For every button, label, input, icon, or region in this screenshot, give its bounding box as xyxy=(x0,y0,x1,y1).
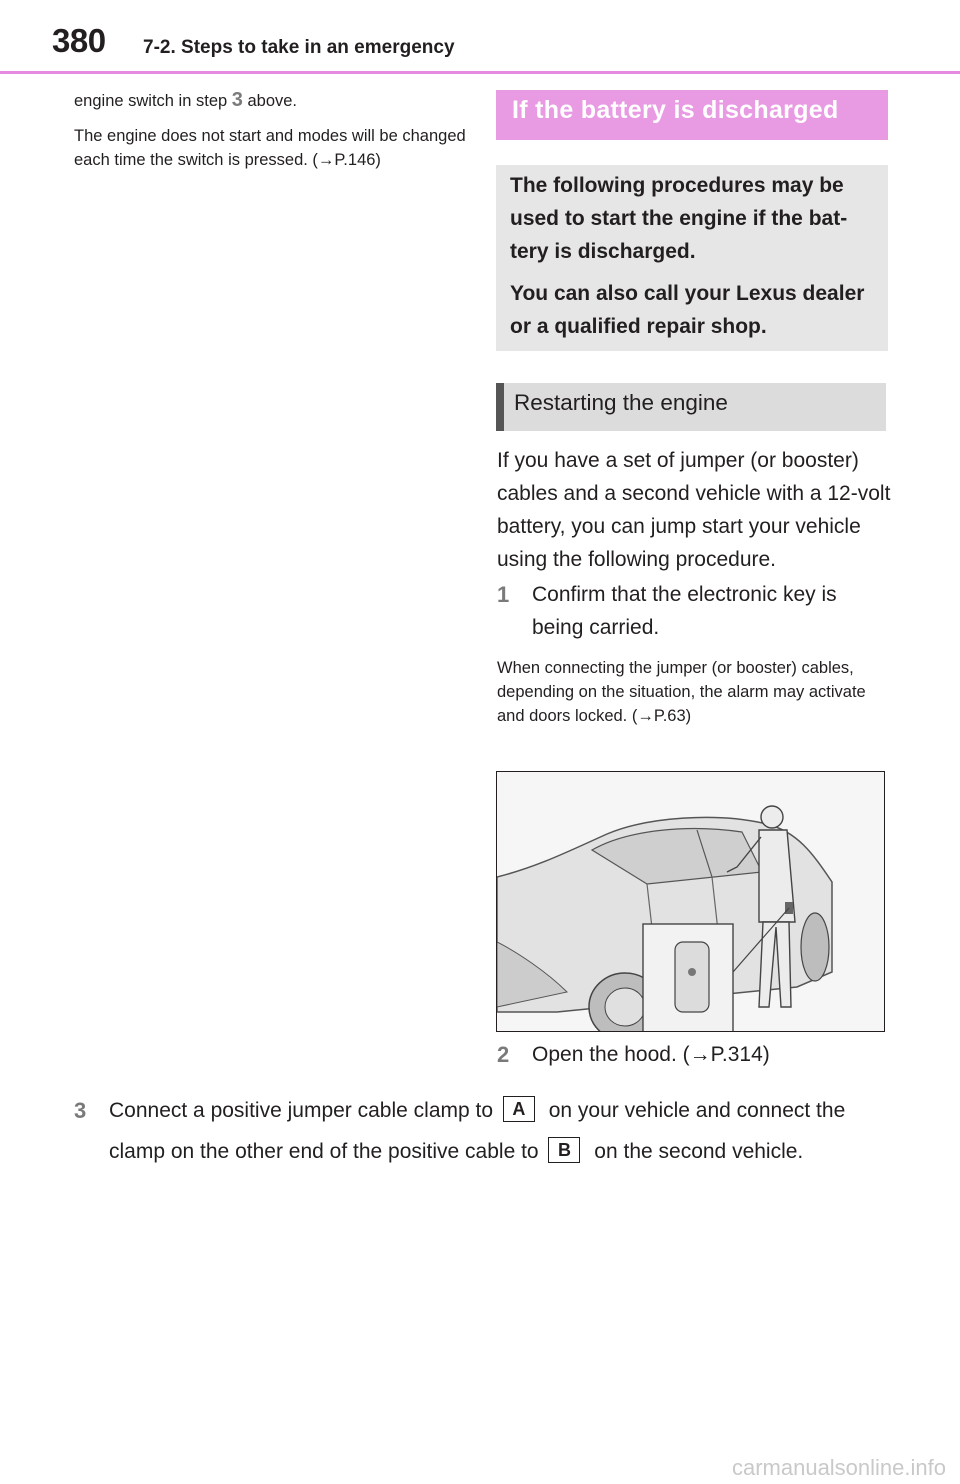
section-title: 7-2. Steps to take in an emergency xyxy=(143,37,455,58)
step-3-text-part2: on your vehicle and connect the clamp on the other end of the positive cable to xyxy=(109,1099,846,1163)
watermark: carmanualsonline.info xyxy=(731,1455,946,1480)
left-p1-after: above. xyxy=(242,92,298,110)
intro-text-1: The following procedures may be used to start the engine if the bat-tery is discharged. xyxy=(510,174,848,263)
step-2-number: 2 xyxy=(497,1042,510,1067)
restart-heading: Restarting the engine xyxy=(514,390,728,415)
step-2-text: Open the hood. (→P.314) xyxy=(532,1043,770,1066)
step-1-text: Confirm that the electronic key is being carried. xyxy=(532,583,837,639)
page-number: 380 xyxy=(52,22,106,59)
intro-box xyxy=(496,165,888,351)
label-b-box: B xyxy=(548,1137,580,1163)
label-a-box: A xyxy=(503,1096,535,1122)
restart-paragraph: If you have a set of jumper (or booster) cables and a second vehicle with a 12-volt battery, you can jump start your vehicle using the following procedure. xyxy=(497,449,891,571)
left-p1-before: engine switch in step xyxy=(74,92,232,110)
step-3-text-part3: on the second vehicle. xyxy=(594,1140,804,1163)
step-3-text-part1: Connect a positive jumper cable clamp to xyxy=(109,1099,494,1122)
header-rule xyxy=(0,71,960,74)
key-carried-illustration xyxy=(496,771,885,1032)
alarm-note: When connecting the jumper (or booster) cables, depending on the situation, the alarm may activate and doors locked. (→P.63) xyxy=(497,659,866,725)
step-3-number: 3 xyxy=(74,1098,87,1123)
step-ref-number: 3 xyxy=(231,89,243,111)
battery-section-title: If the battery is discharged xyxy=(512,96,839,124)
intro-text-2: You can also call your Lexus dealer or a qualified repair shop. xyxy=(510,282,865,338)
car-and-person-illustration xyxy=(497,772,884,1031)
left-paragraph-note: The engine does not start and modes will be changed each time the switch is pressed. (→P.146) xyxy=(74,127,466,169)
restart-heading-bar xyxy=(496,383,886,431)
step-1-number: 1 xyxy=(497,582,510,607)
left-paragraph-continued xyxy=(74,88,464,113)
battery-section-title-bar xyxy=(496,90,888,140)
